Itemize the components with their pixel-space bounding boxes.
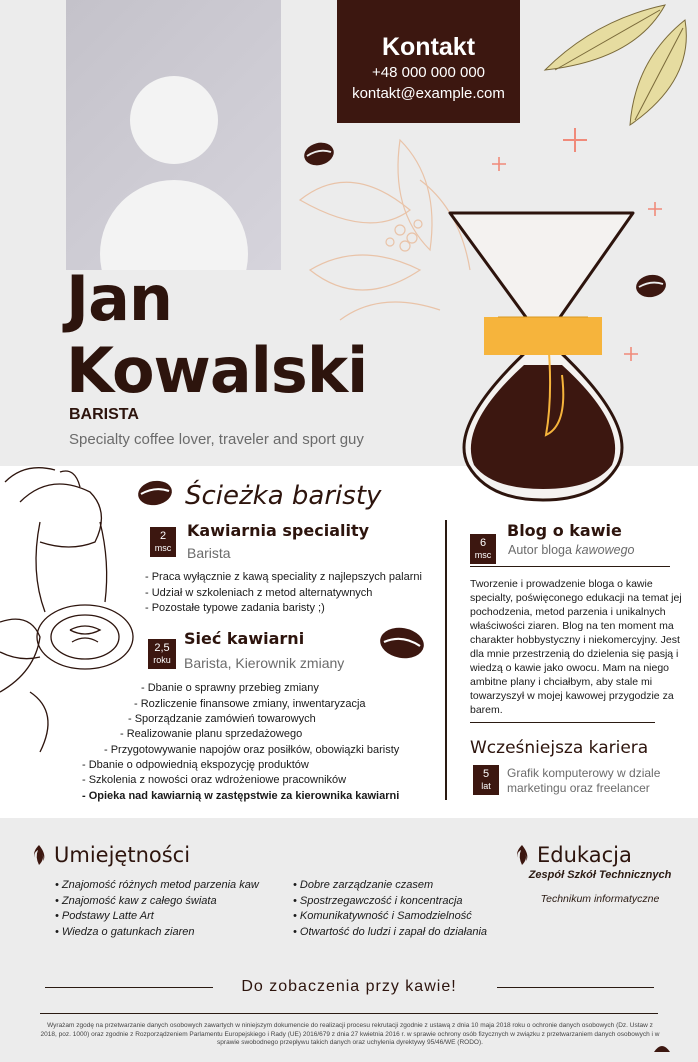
contact-title: Kontakt bbox=[381, 33, 476, 61]
education-school: Zespół Szkół Technicznych bbox=[528, 869, 672, 881]
job2-duty: - Dbanie o odpowiednią ekspozycję produktów bbox=[82, 759, 309, 771]
earlier-career-text: Grafik komputerowy w dziale marketingu oraz freelancer bbox=[507, 766, 661, 795]
page-curl-icon bbox=[652, 1040, 672, 1054]
legal-divider bbox=[40, 1013, 658, 1014]
sparkle-icon bbox=[490, 155, 508, 173]
coffee-bean-icon bbox=[378, 624, 426, 662]
job2-title: Sieć kawiarni bbox=[184, 629, 305, 648]
duty-item: - Praca wyłącznie z kawą speciality z najlepszych palarni bbox=[145, 571, 422, 583]
duty-item: - Udział w szkoleniach z metod alternatywnych bbox=[145, 586, 373, 599]
tagline: Specialty coffee lover, traveler and sport guy bbox=[69, 431, 364, 448]
blog-bottom-divider bbox=[470, 722, 655, 723]
blog-description: Tworzenie i prowadzenie bloga o kawie specialty, poświęconego edukacji na temat jej pochodzenia, metod parzenia i unikalnych właściwości ziaren. Blog na ten moment ma charakter hobbystyczny i niekomercyjny. Jest dla mnie przestrzenią do dzielenia się pasją i wiedzą o kawie jako owocu. Mam na niego ambitne plany i chciałbym, aby stale mi towarzyszył w mojej kawowej przygodzie za barem. bbox=[470, 578, 682, 716]
job1-duties bbox=[145, 570, 422, 617]
blog-duration-number: 6 bbox=[479, 537, 487, 549]
job1-duration-number: 2 bbox=[159, 530, 167, 542]
last-name: Kowalski bbox=[66, 334, 368, 407]
contact-email[interactable]: kontakt@example.com bbox=[352, 85, 505, 102]
job2-duration-badge bbox=[148, 639, 176, 669]
job1-duration-unit: msc bbox=[154, 543, 172, 553]
flame-icon bbox=[513, 843, 531, 867]
coffee-bean-icon bbox=[302, 140, 336, 168]
path-section-title: Ścieżka baristy bbox=[185, 481, 382, 511]
blog-subtitle bbox=[508, 543, 635, 557]
education-program: Technikum informatyczne bbox=[540, 893, 660, 905]
earlier-career-title: Wcześniejsza kariera bbox=[470, 738, 649, 758]
job1-duration-badge bbox=[150, 527, 176, 557]
education-title: Edukacja bbox=[537, 843, 632, 867]
earlier-duration-unit: lat bbox=[481, 781, 491, 791]
leaf-illustration bbox=[535, 0, 698, 135]
gdpr-consent-clause: Wyrażam zgodę na przetwarzanie danych osobowych zawartych w niniejszym dokumencie do realizacji procesu rekrutacji zgodnie z ustawą z dnia 10 maja 2018 roku o ochronie danych osobowych (Dz. Ustaw z 2018, poz. 1000) oraz zgodnie z Rozporządzeniem Parlamentu Europejskiego i Rady (UE) 2016/679 z dnia 27 kwietnia 2016 r. w sprawie ochrony osób fizycznych w związku z przetwarzaniem danych osobowych i w sprawie swobodnego przepływu takich danych oraz uchylenia dyrektywy 95/46/WE (RODO). bbox=[40, 1022, 660, 1046]
earlier-duration-number: 5 bbox=[482, 768, 490, 780]
avatar-body-shape bbox=[100, 180, 248, 270]
earlier-duration-badge bbox=[473, 765, 499, 795]
skill-item: • Podstawy Latte Art bbox=[55, 910, 154, 922]
blog-duration-unit: msc bbox=[474, 550, 492, 560]
skill-item: • Znajomość różnych metod parzenia kaw bbox=[55, 879, 259, 891]
job2-duty: - Szkolenia z nowości oraz wdrożeniowe pracowników bbox=[82, 774, 347, 786]
skill-item: • Komunikatywność i Samodzielność bbox=[293, 910, 472, 922]
job2-duration-number: 2,5 bbox=[154, 642, 170, 654]
contact-phone[interactable]: +48 000 000 000 bbox=[371, 64, 486, 81]
job1-subtitle: Barista bbox=[187, 545, 231, 561]
column-divider bbox=[445, 520, 447, 800]
chemex-illustration bbox=[438, 195, 648, 505]
skill-item: • Otwartość do ludzi i zapał do działania bbox=[293, 925, 488, 938]
skill-item: • Znajomość kaw z całego świata bbox=[55, 894, 217, 907]
job2-duration-unit: roku bbox=[153, 655, 171, 665]
blog-subtitle-italic: kawowego bbox=[575, 543, 635, 557]
skill-item: • Spostrzegawczość i koncentracja bbox=[293, 894, 463, 907]
blog-underline bbox=[470, 566, 670, 567]
blog-title: Blog o kawie bbox=[507, 521, 622, 540]
job2-duty: - Realizowanie planu sprzedażowego bbox=[120, 728, 303, 740]
skill-item: • Dobre zarządzanie czasem bbox=[293, 879, 434, 891]
sparkle-icon bbox=[646, 200, 664, 218]
coffee-bean-icon bbox=[136, 478, 174, 508]
skills-left-list bbox=[55, 878, 259, 940]
flame-icon bbox=[30, 843, 48, 867]
job2-duty: - Przygotowywanie napojów oraz posiłków, obowiązki baristy bbox=[104, 744, 400, 756]
footer-quote: Do zobaczenia przy kawie! bbox=[241, 978, 457, 995]
contact-box bbox=[337, 0, 520, 123]
skills-title: Umiejętności bbox=[54, 843, 191, 867]
latte-art-illustration bbox=[0, 462, 140, 762]
blog-duration-badge bbox=[470, 534, 496, 564]
blog-subtitle-plain: Autor bloga bbox=[508, 543, 576, 557]
first-name: Jan bbox=[66, 262, 173, 335]
sparkle-icon bbox=[560, 125, 590, 155]
duty-item: - Pozostałe typowe zadania baristy ;) bbox=[145, 602, 325, 614]
job1-title: Kawiarnia speciality bbox=[187, 521, 370, 540]
skill-item: • Wiedza o gatunkach ziaren bbox=[55, 925, 195, 938]
job2-subtitle: Barista, Kierownik zmiany bbox=[184, 655, 345, 671]
job-role: BARISTA bbox=[69, 406, 139, 423]
job2-duty: - Opieka nad kawiarnią w zastępstwie za kierownika kawiarni bbox=[82, 790, 400, 802]
job2-duty: - Rozliczenie finansowe zmiany, inwentaryzacja bbox=[134, 698, 366, 710]
job2-duty: - Dbanie o sprawny przebieg zmiany bbox=[141, 682, 319, 694]
skills-right-list bbox=[293, 878, 487, 940]
profile-photo-placeholder bbox=[66, 0, 281, 270]
job2-duty: - Sporządzanie zamówień towarowych bbox=[128, 713, 316, 725]
avatar-head-shape bbox=[130, 76, 218, 164]
